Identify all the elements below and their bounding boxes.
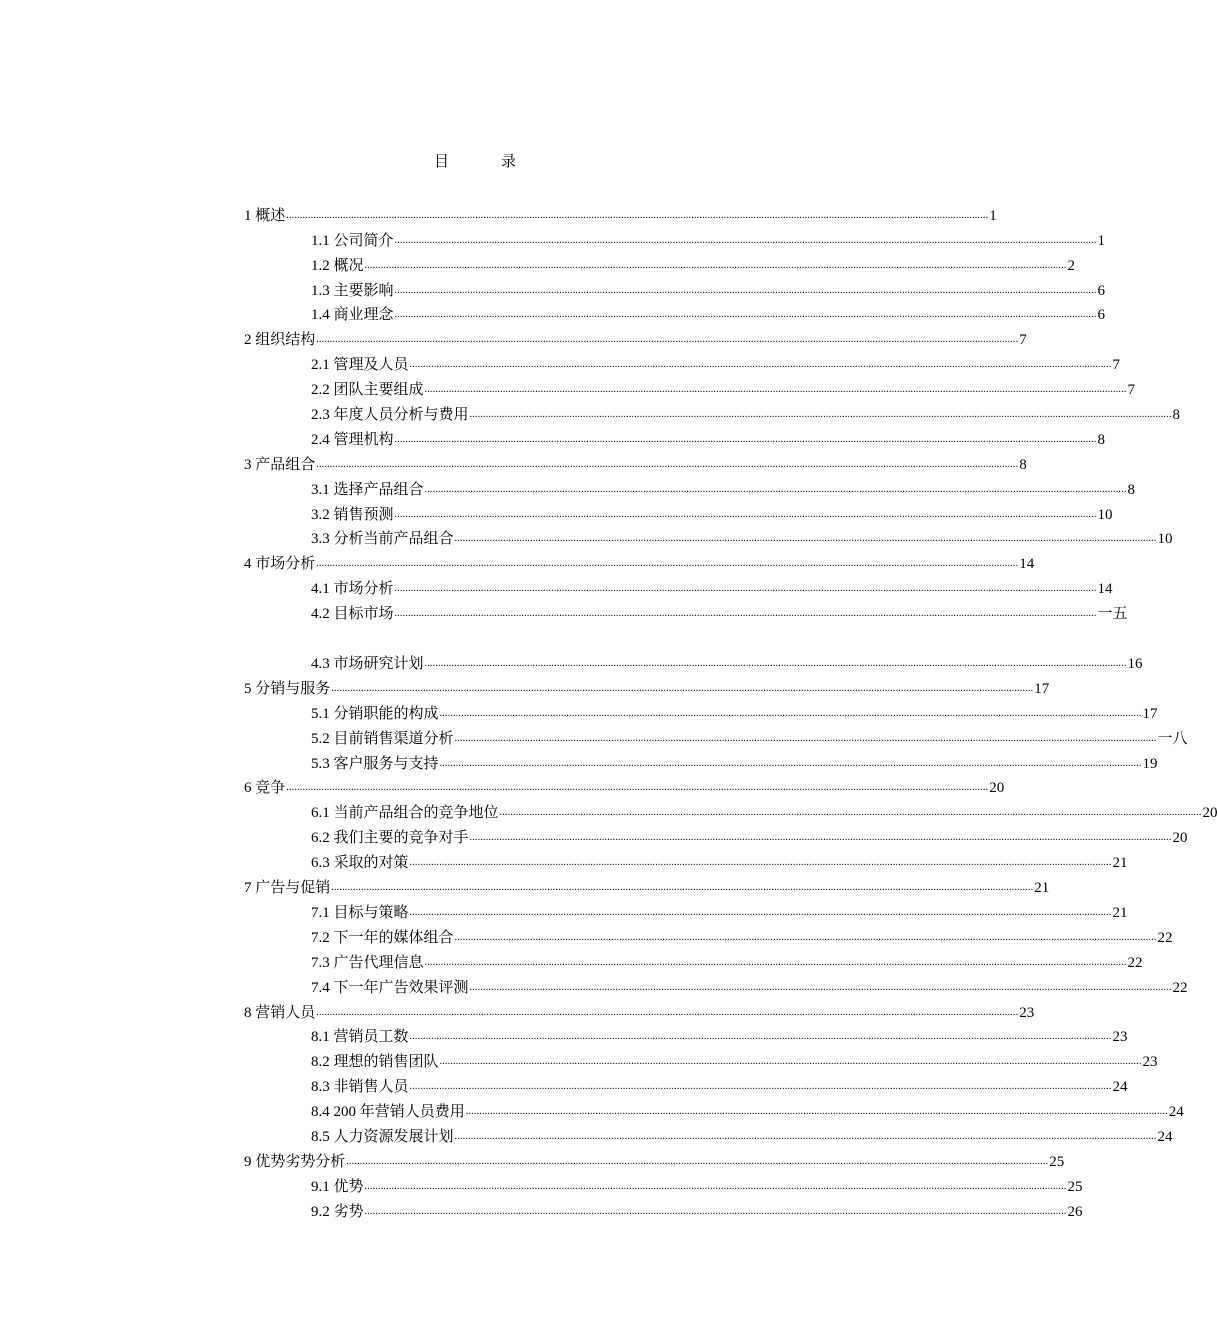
toc-dot-leader: ....................................................................................................................................................................................................................................................................: [439, 707, 1142, 719]
toc-dot-leader: ....................................................................................................................................................................................................................................................................: [394, 284, 1097, 296]
toc-entry-page-number: 一八: [1157, 730, 1188, 747]
toc-entry-page-number: 10: [1157, 531, 1173, 548]
toc-dot-leader: ....................................................................................................................................................................................................................................................................: [499, 807, 1202, 819]
toc-subsection-entry[interactable]: [244, 500, 1113, 525]
toc-entry-page-number: 23: [1019, 1004, 1035, 1021]
toc-entry-label: 7.3 广告代理信息: [311, 954, 424, 971]
toc-entry-page-number: 21: [1034, 880, 1050, 897]
toc-dot-leader: ....................................................................................................................................................................................................................................................................: [394, 608, 1097, 620]
toc-subsection-entry[interactable]: [244, 400, 1181, 425]
toc-dot-leader: ....................................................................................................................................................................................................................................................................: [424, 658, 1127, 670]
toc-entry-label: 4.2 目标市场: [311, 606, 394, 623]
toc-entry-label: 5.2 目前销售渠道分析: [311, 730, 454, 747]
toc-entry-page-number: 8: [1019, 456, 1027, 473]
toc-entry-page-number: 20: [1172, 830, 1188, 847]
toc-entry-label: 9 优势劣势分析: [244, 1153, 346, 1170]
toc-subsection-entry[interactable]: [244, 1197, 1083, 1222]
toc-dot-leader: ....................................................................................................................................................................................................................................................................: [316, 334, 1019, 346]
toc-entry-page-number: 19: [1142, 755, 1158, 772]
toc-dot-leader: ....................................................................................................................................................................................................................................................................: [394, 508, 1097, 520]
toc-section-entry[interactable]: [244, 774, 1005, 799]
toc-dot-leader: ....................................................................................................................................................................................................................................................................: [286, 209, 989, 221]
toc-dot-leader: ....................................................................................................................................................................................................................................................................: [331, 682, 1034, 694]
toc-section-entry[interactable]: [244, 201, 997, 226]
toc-entry-page-number: 22: [1127, 954, 1143, 971]
toc-subsection-entry[interactable]: [244, 898, 1128, 923]
toc-subsection-entry[interactable]: [244, 599, 1128, 624]
toc-dot-leader: ....................................................................................................................................................................................................................................................................: [364, 1205, 1067, 1217]
toc-entry-page-number: 21: [1112, 855, 1128, 872]
toc-entry-page-number: 21: [1112, 904, 1128, 921]
toc-entry-page-number: 17: [1034, 680, 1050, 697]
toc-entry-page-number: 25: [1067, 1178, 1083, 1195]
toc-subsection-entry[interactable]: [244, 1072, 1128, 1097]
toc-subsection-entry[interactable]: [244, 574, 1113, 599]
toc-dot-leader: ....................................................................................................................................................................................................................................................................: [394, 234, 1097, 246]
toc-subsection-entry[interactable]: [244, 699, 1158, 724]
toc-entry-label: 2.2 团队主要组成: [311, 382, 424, 399]
toc-entry-label: 7.1 目标与策略: [311, 904, 409, 921]
toc-subsection-entry[interactable]: [244, 375, 1136, 400]
toc-section-entry[interactable]: [244, 998, 1035, 1023]
toc-title: [0, 152, 950, 172]
toc-dot-leader: ....................................................................................................................................................................................................................................................................: [394, 309, 1097, 321]
toc-dot-leader: ....................................................................................................................................................................................................................................................................: [469, 832, 1172, 844]
toc-entry-label: 8.3 非销售人员: [311, 1079, 409, 1096]
toc-entry-label: 2 组织结构: [244, 332, 316, 349]
toc-entry-label: 5 分销与服务: [244, 680, 331, 697]
toc-subsection-entry[interactable]: [244, 1047, 1158, 1072]
toc-entry-label: 1.2 概况: [311, 257, 364, 274]
toc-title-char: 录: [501, 154, 517, 170]
toc-dot-leader: ....................................................................................................................................................................................................................................................................: [409, 906, 1112, 918]
toc-subsection-entry[interactable]: [244, 226, 1106, 251]
toc-entry-label: 1.1 公司简介: [311, 232, 394, 249]
toc-dot-leader: ....................................................................................................................................................................................................................................................................: [409, 857, 1112, 869]
toc-entry-label: 9.2 劣势: [311, 1203, 364, 1220]
toc-entry-page-number: 1: [989, 207, 997, 224]
toc-section-entry[interactable]: [244, 1147, 1065, 1172]
toc-entry-label: 8.2 理想的销售团队: [311, 1054, 439, 1071]
toc-dot-leader: ....................................................................................................................................................................................................................................................................: [394, 433, 1097, 445]
toc-subsection-entry[interactable]: [244, 1122, 1173, 1147]
toc-dot-leader: ....................................................................................................................................................................................................................................................................: [316, 558, 1019, 570]
toc-entry-label: 3.3 分析当前产品组合: [311, 531, 454, 548]
toc-entry-page-number: 2: [1067, 257, 1076, 274]
toc-subsection-entry[interactable]: [244, 301, 1106, 326]
toc-entry-page-number: 6: [1097, 307, 1106, 324]
toc-entry-label: 4.3 市场研究计划: [311, 656, 424, 673]
toc-title-char: 目: [433, 154, 449, 170]
toc-subsection-entry[interactable]: [244, 1097, 1184, 1122]
toc-entry-page-number: 24: [1112, 1079, 1128, 1096]
toc-subsection-entry[interactable]: [244, 350, 1121, 375]
toc-subsection-entry[interactable]: [244, 724, 1188, 749]
toc-subsection-entry[interactable]: [244, 425, 1106, 450]
toc-entry-page-number: 8: [1127, 481, 1136, 498]
toc-entry-label: 4 市场分析: [244, 556, 316, 573]
toc-dot-leader: ....................................................................................................................................................................................................................................................................: [454, 931, 1157, 943]
toc-subsection-entry[interactable]: [244, 973, 1188, 998]
toc-subsection-entry[interactable]: [244, 525, 1173, 550]
toc-dot-leader: ....................................................................................................................................................................................................................................................................: [469, 981, 1172, 993]
toc-subsection-entry[interactable]: [244, 475, 1136, 500]
toc-dot-leader: ....................................................................................................................................................................................................................................................................: [424, 483, 1127, 495]
toc-subsection-entry[interactable]: [244, 798, 1218, 823]
toc-entry-label: 4.1 市场分析: [311, 581, 394, 598]
toc-entry-page-number: 7: [1112, 357, 1121, 374]
toc-dot-leader: ....................................................................................................................................................................................................................................................................: [409, 1081, 1112, 1093]
toc-subsection-entry[interactable]: [244, 749, 1158, 774]
toc-dot-leader: ....................................................................................................................................................................................................................................................................: [454, 533, 1157, 545]
toc-entry-page-number: 22: [1157, 929, 1173, 946]
toc-dot-leader: ....................................................................................................................................................................................................................................................................: [465, 1106, 1168, 1118]
toc-entry-page-number: 24: [1157, 1128, 1173, 1145]
toc-entry-page-number: 8: [1172, 407, 1181, 424]
toc-entry-page-number: 17: [1142, 705, 1158, 722]
toc-entry-label: 9.1 优势: [311, 1178, 364, 1195]
toc-entry-page-number: 7: [1127, 382, 1136, 399]
toc-dot-leader: ....................................................................................................................................................................................................................................................................: [424, 956, 1127, 968]
toc-dot-leader: ....................................................................................................................................................................................................................................................................: [454, 1130, 1157, 1142]
toc-entry-label: 2.3 年度人员分析与费用: [311, 407, 469, 424]
toc-section-entry[interactable]: [244, 873, 1050, 898]
toc-dot-leader: ....................................................................................................................................................................................................................................................................: [346, 1155, 1049, 1167]
toc-entry-label: 7.2 下一年的媒体组合: [311, 929, 454, 946]
toc-entry-page-number: 26: [1067, 1203, 1083, 1220]
toc-entry-page-number: 14: [1019, 556, 1035, 573]
toc-entry-label: 6 竞争: [244, 780, 286, 797]
toc-subsection-entry[interactable]: [244, 276, 1106, 301]
toc-list: [244, 201, 1218, 1222]
toc-dot-leader: ....................................................................................................................................................................................................................................................................: [439, 757, 1142, 769]
toc-entry-page-number: 16: [1127, 656, 1143, 673]
toc-subsection-entry[interactable]: [244, 923, 1173, 948]
toc-dot-leader: ....................................................................................................................................................................................................................................................................: [331, 882, 1034, 894]
toc-entry-page-number: 一五: [1097, 606, 1128, 623]
toc-dot-leader: ....................................................................................................................................................................................................................................................................: [316, 1006, 1019, 1018]
toc-entry-label: 5.1 分销职能的构成: [311, 705, 439, 722]
toc-entry-label: 6.2 我们主要的竞争对手: [311, 830, 469, 847]
toc-entry-page-number: 24: [1168, 1104, 1184, 1121]
toc-dot-leader: ....................................................................................................................................................................................................................................................................: [286, 782, 989, 794]
toc-entry-page-number: 23: [1112, 1029, 1128, 1046]
toc-entry-page-number: 6: [1097, 282, 1106, 299]
toc-entry-page-number: 23: [1142, 1054, 1158, 1071]
toc-entry-label: 7.4 下一年广告效果评测: [311, 979, 469, 996]
toc-section-entry[interactable]: [244, 674, 1050, 699]
toc-entry-page-number: 8: [1097, 431, 1106, 448]
toc-dot-leader: ....................................................................................................................................................................................................................................................................: [439, 1056, 1142, 1068]
toc-dot-leader: ....................................................................................................................................................................................................................................................................: [364, 259, 1067, 271]
toc-entry-label: 7 广告与促销: [244, 880, 331, 897]
toc-entry-label: 5.3 客户服务与支持: [311, 755, 439, 772]
toc-dot-leader: ....................................................................................................................................................................................................................................................................: [409, 1031, 1112, 1043]
toc-entry-label: 3 产品组合: [244, 456, 316, 473]
toc-entry-label: 8.4 200 年营销人员费用: [311, 1104, 465, 1121]
toc-entry-label: 1.4 商业理念: [311, 307, 394, 324]
toc-entry-label: 2.4 管理机构: [311, 431, 394, 448]
toc-section-entry[interactable]: [244, 450, 1027, 475]
toc-entry-page-number: 14: [1097, 581, 1113, 598]
toc-entry-page-number: 20: [1202, 805, 1218, 822]
toc-dot-leader: ....................................................................................................................................................................................................................................................................: [316, 458, 1019, 470]
toc-entry-label: 8.1 营销员工数: [311, 1029, 409, 1046]
toc-entry-label: 6.3 采取的对策: [311, 855, 409, 872]
toc-entry-label: 8 营销人员: [244, 1004, 316, 1021]
toc-entry-label: 8.5 人力资源发展计划: [311, 1128, 454, 1145]
toc-subsection-entry[interactable]: [244, 1172, 1083, 1197]
toc-dot-leader: ....................................................................................................................................................................................................................................................................: [409, 359, 1112, 371]
toc-entry-label: 3.2 销售预测: [311, 506, 394, 523]
toc-dot-leader: ....................................................................................................................................................................................................................................................................: [364, 1180, 1067, 1192]
toc-section-entry[interactable]: [244, 549, 1035, 574]
toc-dot-leader: ....................................................................................................................................................................................................................................................................: [424, 384, 1127, 396]
toc-subsection-entry[interactable]: [244, 823, 1188, 848]
toc-dot-leader: ....................................................................................................................................................................................................................................................................: [454, 732, 1157, 744]
toc-entry-page-number: 20: [989, 780, 1005, 797]
toc-dot-leader: ....................................................................................................................................................................................................................................................................: [469, 409, 1172, 421]
toc-subsection-entry[interactable]: [244, 848, 1128, 873]
toc-entry-label: 3.1 选择产品组合: [311, 481, 424, 498]
toc-subsection-entry[interactable]: [244, 251, 1076, 276]
toc-entry-label: 1 概述: [244, 207, 286, 224]
toc-entry-page-number: 25: [1049, 1153, 1065, 1170]
toc-dot-leader: ....................................................................................................................................................................................................................................................................: [394, 583, 1097, 595]
toc-section-entry[interactable]: [244, 325, 1027, 350]
toc-entry-page-number: 7: [1019, 332, 1027, 349]
toc-entry-page-number: 1: [1097, 232, 1106, 249]
toc-subsection-entry[interactable]: [244, 1023, 1128, 1048]
toc-subsection-entry[interactable]: [244, 948, 1143, 973]
toc-entry-label: 1.3 主要影响: [311, 282, 394, 299]
toc-entry-label: 2.1 管理及人员: [311, 357, 409, 374]
toc-entry-label: 6.1 当前产品组合的竞争地位: [311, 805, 499, 822]
toc-subsection-entry[interactable]: [244, 649, 1143, 674]
toc-entry-page-number: 10: [1097, 506, 1113, 523]
toc-entry-page-number: 22: [1172, 979, 1188, 996]
